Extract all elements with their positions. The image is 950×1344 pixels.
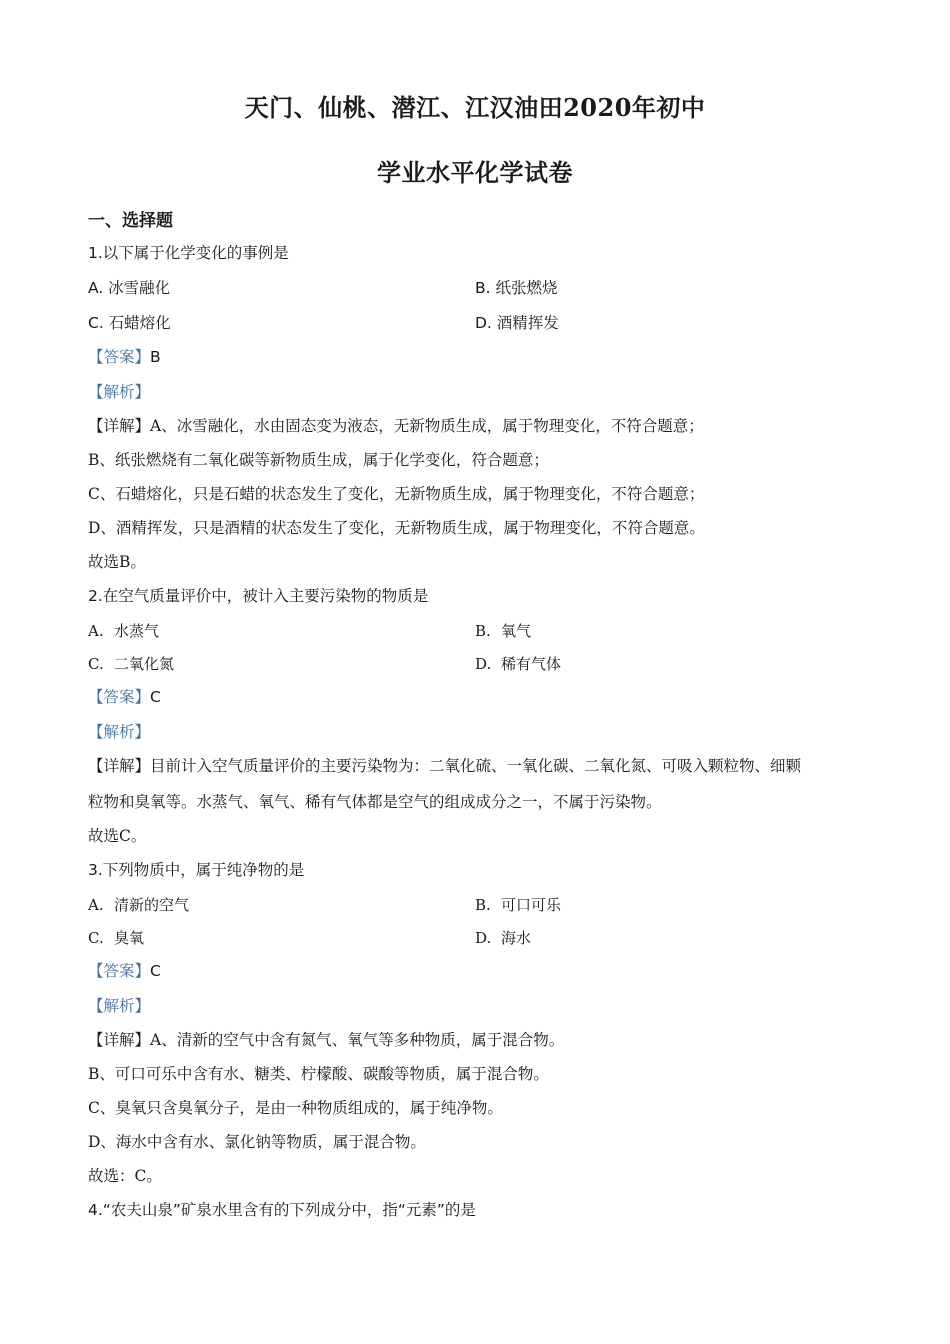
q1-analysis-tag: 【解析】 xyxy=(88,383,151,401)
q1-detail-1 xyxy=(88,414,704,436)
option-label: C. xyxy=(88,655,104,673)
q3-option-a xyxy=(88,894,189,915)
option-label: B. xyxy=(475,622,491,640)
q1-option-c: C. 石蜡熔化 xyxy=(88,314,171,332)
q3-answer xyxy=(88,959,161,981)
option-label: A. xyxy=(88,896,104,914)
q2-option-c xyxy=(88,653,174,674)
q2-stem: 2.在空气质量评价中，被计入主要污染物的物质是 xyxy=(88,587,429,605)
option-label: D. xyxy=(475,929,492,947)
q3-option-d xyxy=(475,927,531,948)
q2-detail-2: 粒物和臭氧等。水蒸气、氧气、稀有气体都是空气的组成成分之一，不属于污染物。 xyxy=(88,793,662,811)
answer-tag: 【答案】 xyxy=(88,348,151,366)
option-label: B. xyxy=(475,896,491,914)
option-text: 清新的空气 xyxy=(114,896,190,914)
q2-option-a xyxy=(88,620,159,641)
option-label: A. xyxy=(88,622,104,640)
detail-tag: 【详解】 xyxy=(88,757,151,775)
answer-tag: 【答案】 xyxy=(88,962,151,980)
q3-detail-1 xyxy=(88,1028,564,1050)
q1-answer xyxy=(88,345,161,367)
q3-option-c xyxy=(88,927,144,948)
q1-detail-3: C、石蜡熔化，只是石蜡的状态发生了变化，无新物质生成，属于物理变化，不符合题意； xyxy=(88,485,705,503)
q1-option-d: D. 酒精挥发 xyxy=(475,314,559,332)
answer-value: C xyxy=(150,962,161,980)
option-text: 臭氧 xyxy=(114,929,145,947)
q3-detail-3: C、臭氧只含臭氧分子，是由一种物质组成的，属于纯净物。 xyxy=(88,1099,503,1117)
q3-stem: 3.下列物质中，属于纯净物的是 xyxy=(88,861,305,879)
option-text: 水蒸气 xyxy=(114,622,160,640)
option-label: D. xyxy=(475,655,492,673)
q3-detail-2: B、可口可乐中含有水、糖类、柠檬酸、碳酸等物质，属于混合物。 xyxy=(88,1065,549,1083)
q1-conclusion: 故选B。 xyxy=(88,553,146,571)
option-text: 二氧化氮 xyxy=(114,655,175,673)
detail-tag: 【详解】 xyxy=(88,417,151,435)
doc-title-line2: 学业水平化学试卷 xyxy=(377,158,573,187)
q2-detail-1 xyxy=(88,754,801,776)
q2-answer xyxy=(88,685,161,707)
q2-option-d xyxy=(475,653,561,674)
doc-title-line1: 天门、仙桃、潜江、江汉油田2020年初中 xyxy=(244,93,706,122)
option-text: 氧气 xyxy=(501,622,532,640)
section-heading: 一、选择题 xyxy=(88,211,173,231)
q2-conclusion: 故选C。 xyxy=(88,827,147,845)
detail-text: A、清新的空气中含有氮气、氧气等多种物质，属于混合物。 xyxy=(150,1031,565,1049)
q3-conclusion: 故选：C。 xyxy=(88,1167,162,1185)
option-label: C. xyxy=(88,929,104,947)
q2-analysis-tag: 【解析】 xyxy=(88,723,151,741)
option-text: 稀有气体 xyxy=(501,655,562,673)
detail-text: 目前计入空气质量评价的主要污染物为：二氧化硫、一氧化碳、二氧化氮、可吸入颗粒物、细颗 xyxy=(150,757,802,775)
q1-option-b: B. 纸张燃烧 xyxy=(475,279,558,297)
q1-detail-4: D、酒精挥发，只是酒精的状态发生了变化，无新物质生成，属于物理变化，不符合题意。 xyxy=(88,519,705,537)
q1-stem: 1.以下属于化学变化的事例是 xyxy=(88,244,289,262)
option-text: 可口可乐 xyxy=(501,896,562,914)
answer-value: B xyxy=(150,348,161,366)
q1-detail-2: B、纸张燃烧有二氧化碳等新物质生成，属于化学变化，符合题意； xyxy=(88,451,549,469)
answer-tag: 【答案】 xyxy=(88,688,151,706)
q3-option-b xyxy=(475,894,561,915)
answer-value: C xyxy=(150,688,161,706)
q4-stem: 4.“农夫山泉”矿泉水里含有的下列成分中，指“元素”的是 xyxy=(88,1201,476,1219)
q3-analysis-tag: 【解析】 xyxy=(88,997,151,1015)
option-text: 海水 xyxy=(501,929,532,947)
detail-tag: 【详解】 xyxy=(88,1031,151,1049)
detail-text: A、冰雪融化，水由固态变为液态，无新物质生成，属于物理变化，不符合题意； xyxy=(150,417,704,435)
q2-option-b xyxy=(475,620,531,641)
q1-option-a: A. 冰雪融化 xyxy=(88,279,171,297)
q3-detail-4: D、海水中含有水、氯化钠等物质，属于混合物。 xyxy=(88,1133,426,1151)
